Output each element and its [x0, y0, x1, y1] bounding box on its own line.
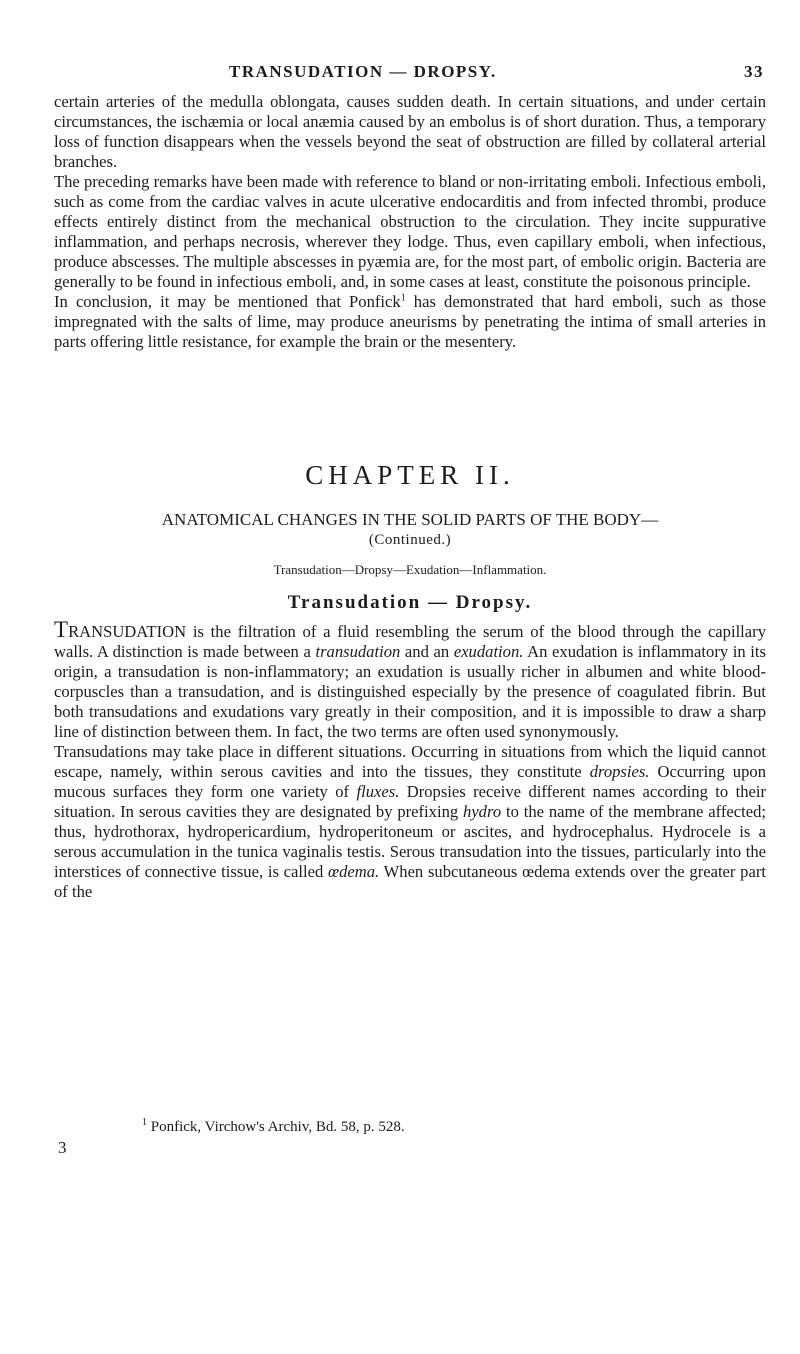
paragraph-text: When subcutaneous œdema extends over the greater part of the [54, 862, 766, 901]
running-head-title: TRANSUDATION — DROPSY. [229, 62, 497, 81]
italic-term: dropsies. [589, 762, 650, 781]
chapter-topics: Transudation—Dropsy—Exudation—Inflammation. [273, 562, 547, 577]
paragraph-text: and an [400, 642, 454, 661]
paragraph-text: RANSUDATION is the filtration of a fluid resembling the serum of the blood through the capillary walls. A distinction is made between a [54, 622, 766, 661]
footnote-reference: 1 [400, 292, 406, 304]
paragraph-text: to the name of the membrane affected; thus, hydrothorax, hydropericardium, hydroperitoneum or ascites, and hydrocephalus. Hydrocele is a serous accumulation in the tunica vaginalis testis. Serous transudation into the tissues, particularly into the interstices of connective tissue, is called [54, 802, 766, 881]
footnote-mark: 1 [142, 1117, 147, 1128]
italic-term: hydro [463, 802, 502, 821]
running-head [54, 62, 766, 84]
chapter-subtitle-text: ANATOMICAL CHANGES IN THE SOLID PARTS OF THE BODY— [161, 510, 659, 529]
chapter-continued-note: (Continued.) [368, 532, 452, 548]
paragraph-text: Transudations may take place in different situations. Occurring in situations from which the liquid cannot escape, namely, within serous cavities and into the tissues, they constitute [54, 742, 766, 781]
italic-term: fluxes. [356, 782, 400, 801]
drop-cap: T [54, 617, 69, 642]
section-heading: Transudation — Dropsy. [287, 592, 533, 613]
paragraph-text: Occurring upon mucous surfaces they form one variety of [54, 762, 766, 801]
paragraph-text: has demonstrated that hard emboli, such as those impregnated with the salts of lime, may produce aneurisms by penetrating the intima of small arteries in parts offering little resistance, for example the brain or the mesentery. [54, 292, 766, 351]
paragraph: The preceding remarks have been made with reference to bland or non-irritating emboli. Infectious emboli, such as come from the cardiac valves in acute ulcerative endocarditis and from infected thrombi, produce effects entirely distinct from the mechanical obstruction to the circulation. They incite suppurative inflammation, and perhaps necrosis, wherever they lodge. Thus, even capillary emboli, when infectious, produce abscesses. The multiple abscesses in pyæmia are, for the most part, of embolic origin. Bacteria are generally to be found in infectious emboli, and, in some cases at least, constitute the poisonous principle. [54, 172, 766, 291]
paragraph: certain arteries of the medulla oblongata, causes sudden death. In certain situations, and under certain circumstances, the ischæmia or local anæmia caused by an embolus is of short duration. Thus, a temporary loss of function disappears when the vessels beyond the seat of obstruction are filled by collateral arterial branches. [54, 92, 766, 171]
section-text [54, 617, 766, 902]
paragraph [54, 617, 766, 742]
italic-term: œdema. [328, 862, 380, 881]
body-text [54, 92, 766, 352]
footnote [142, 1119, 762, 1136]
paragraph [54, 742, 766, 902]
page-number: 33 [744, 62, 764, 81]
chapter-heading: CHAPTER II. [305, 460, 515, 490]
signature-mark: 3 [58, 1138, 67, 1157]
footnote-text: Ponfick, Virchow's Archiv, Bd. 58, p. 528. [147, 1119, 405, 1135]
chapter-subtitle [54, 510, 766, 550]
paragraph [54, 292, 766, 352]
italic-term: transudation [315, 642, 401, 661]
paragraph-text: Dropsies receive different names according to their situation. In serous cavities they are designated by prefixing [54, 782, 766, 821]
italic-term: exudation. [453, 642, 524, 661]
paragraph-text: In conclusion, it may be mentioned that Ponfick [54, 292, 401, 311]
paragraph-text: An exudation is inflammatory in its origin, a transudation is non-inflammatory; an exudation is usually richer in albumen and white blood-corpuscles than a transudation, and is distinguished especially by the presence of coagulated fibrin. But both transudations and exudations vary greatly in their composition, and it is impossible to draw a sharp line of distinction between them. In fact, the two terms are often used synonymously. [54, 642, 766, 741]
